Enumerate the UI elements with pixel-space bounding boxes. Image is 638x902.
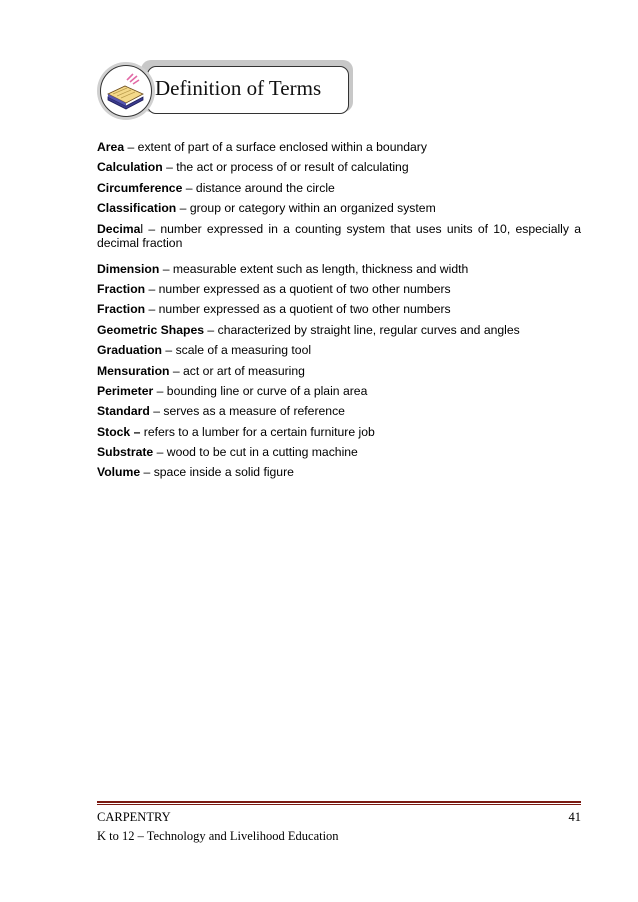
definition-item: Graduation – scale of a measuring tool xyxy=(97,343,312,358)
page-number: 41 xyxy=(568,810,581,824)
definition-item: Dimension – measurable extent such as length, thickness and width xyxy=(97,261,469,276)
definition-item: Substrate – wood to be cut in a cutting machine xyxy=(97,445,358,460)
footer-program: K to 12 – Technology and Livelihood Education xyxy=(97,829,339,843)
section-header xyxy=(97,60,355,122)
footer-divider-thin xyxy=(97,804,581,805)
definition-item: Fraction – number expressed as a quotient of two other numbers xyxy=(97,281,451,296)
definition-item: Standard – serves as a measure of reference xyxy=(97,404,345,419)
definition-item: Area – extent of part of a surface enclosed within a boundary xyxy=(97,140,427,154)
definition-item: Circumference – distance around the circle xyxy=(97,180,335,195)
book-icon xyxy=(105,72,147,112)
page-title: Definition of Terms xyxy=(155,76,322,100)
definition-item: Stock – refers to a lumber for a certain furniture job xyxy=(97,424,375,439)
footer-subject: CARPENTRY xyxy=(97,810,171,824)
definition-item: Geometric Shapes – characterized by straight line, regular curves and angles xyxy=(97,322,520,337)
definition-item: Calculation – the act or process of or result of calculating xyxy=(97,160,409,175)
definition-item: Fraction – number expressed as a quotient of two other numbers xyxy=(97,302,451,317)
footer-divider xyxy=(97,801,581,803)
definition-item: Decimal – number expressed in a counting system that uses units of 10, especially a decimal fraction xyxy=(97,221,582,250)
footer-text xyxy=(97,808,339,846)
definitions-list xyxy=(97,140,581,486)
definition-item: Mensuration – act or art of measuring xyxy=(97,363,305,378)
definition-item: Perimeter – bounding line or curve of a plain area xyxy=(97,383,368,398)
definition-item: Classification – group or category within an organized system xyxy=(97,201,436,216)
definition-item: Volume – space inside a solid figure xyxy=(97,465,294,480)
